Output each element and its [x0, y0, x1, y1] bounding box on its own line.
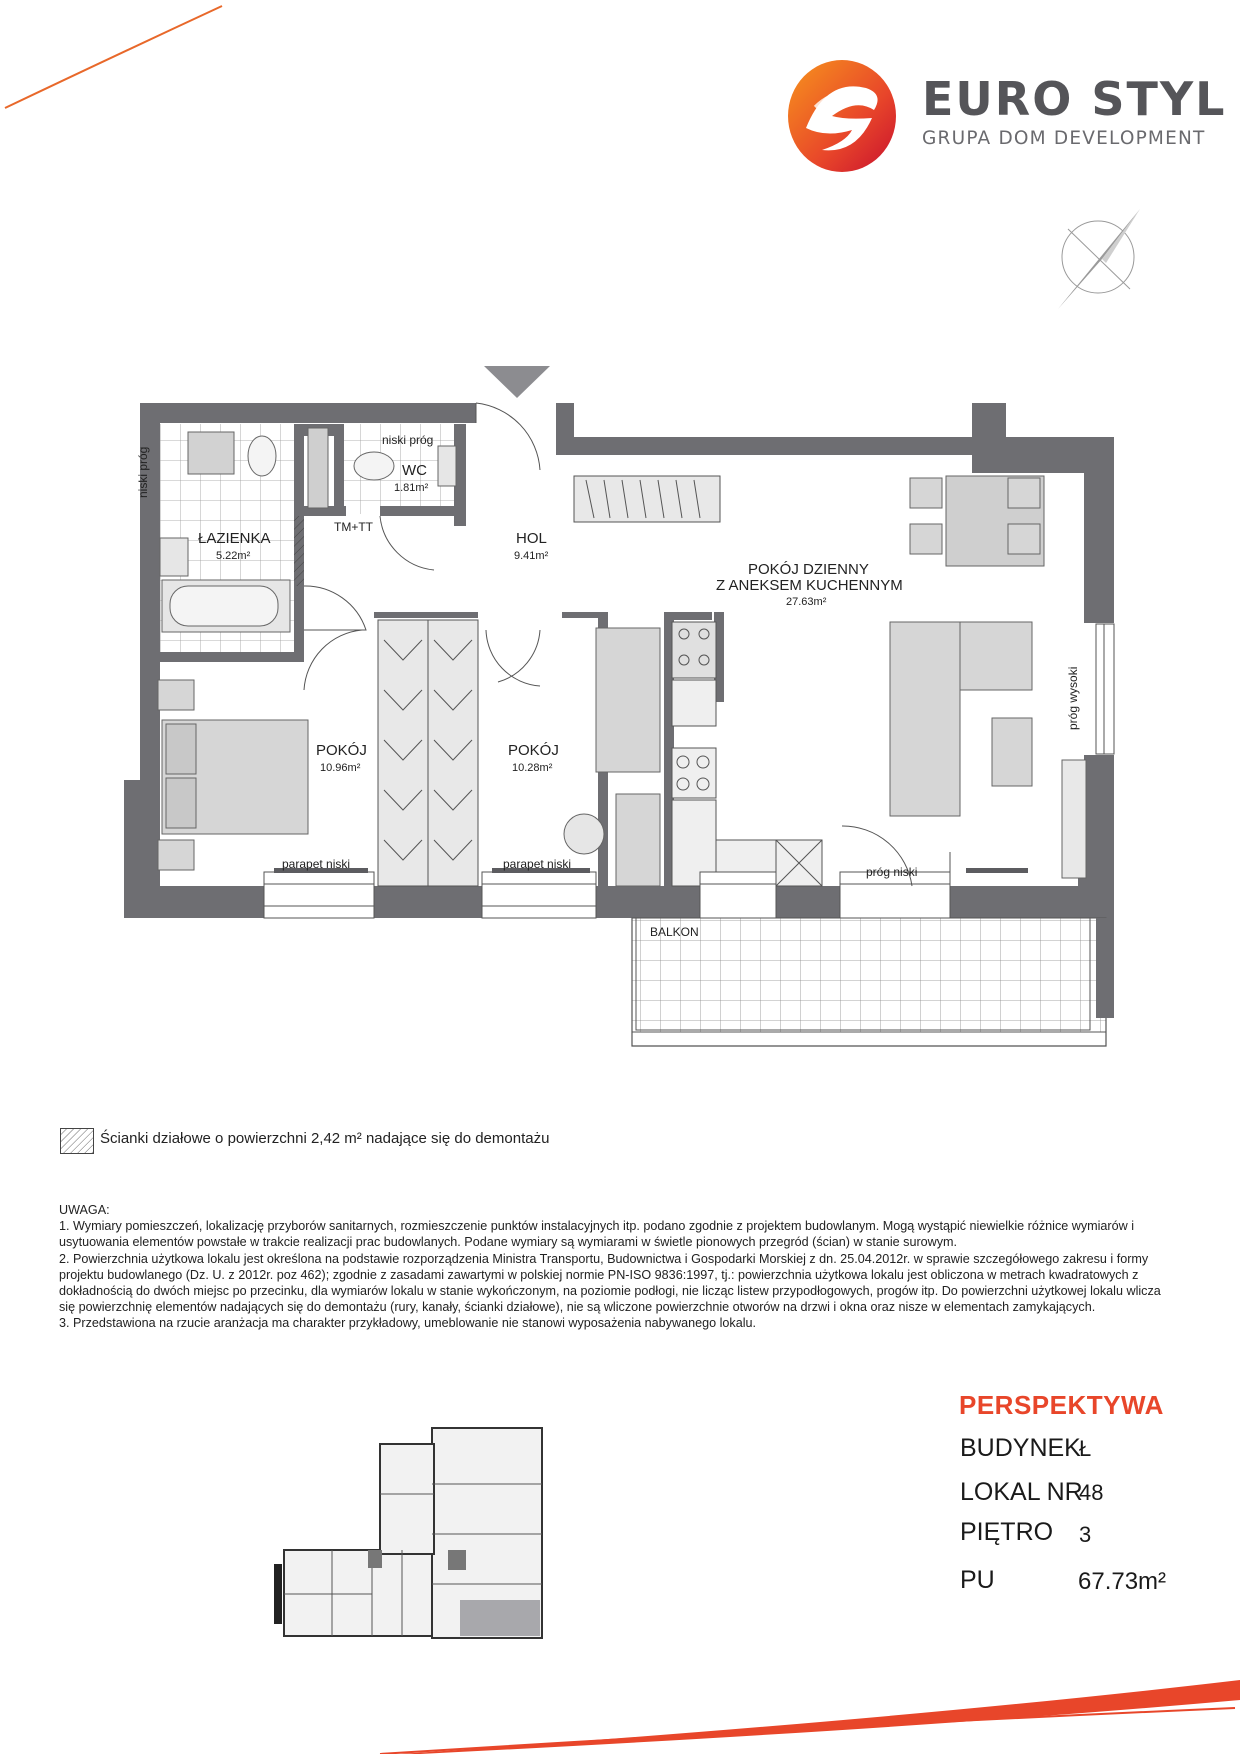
- label-tm-tt: TM+TT: [334, 520, 373, 534]
- room-2-area: 10.28m²: [512, 762, 553, 774]
- area-label: PU: [960, 1566, 995, 1594]
- room-bathroom-area: 5.22m²: [216, 550, 251, 562]
- room-living-area: 27.63m²: [786, 596, 827, 608]
- hatch-legend-swatch: [60, 1128, 94, 1154]
- floor-plan: [100, 395, 1120, 1055]
- room-hol-area: 9.41m²: [514, 550, 549, 562]
- room-living-name-1: POKÓJ DZIENNY: [748, 561, 869, 578]
- unit-value: 48: [1079, 1480, 1104, 1505]
- euro-styl-swirl-icon: [786, 58, 898, 174]
- label-niski-prog-wc: niski próg: [382, 433, 434, 447]
- label-prog-niski: próg niski: [866, 865, 918, 879]
- note-item: 1. Wymiary pomieszczeń, lokalizację przyborów sanitarnych, rozmieszczenie punktów instalacyjnych itp. podano zgodnie z projektem budowlanym. Mogą wystąpić niewielkie różnice wymiarów i usytuowania elementów powstałe w trakcie realizacji prac budowlanych. Podane wymiary są wymiarami w świetle pionowych przegród (ścian) w stanie surowym.: [59, 1219, 1135, 1250]
- north-arrow-icon: [1050, 205, 1150, 315]
- label-prog-wysoki: próg wysoki: [1066, 666, 1080, 730]
- top-swoosh-decoration: [0, 0, 240, 120]
- bottom-swoosh-decoration: [0, 1660, 1240, 1754]
- room-2-name: POKÓJ: [508, 742, 559, 759]
- notes-heading: UWAGA:: [59, 1203, 110, 1217]
- balcony: [632, 918, 1106, 1032]
- note-item: 2. Powierzchnia użytkowa lokalu jest określona na podstawie rozporządzenia Ministra Transportu, Budownictwa i Gospodarki Morskiej z dn. 25.04.2012r. w sprawie szczegółowego zakresu i formy projektu budowlanego (Dz. U. z 2012r. poz 462); zgodnie z zasadami zawartymi w polskiej normie PN-ISO 9836:1997, tj.: powierzchnia użytkowa lokalu jest obliczona w metrach kwadratowych z dokładnością do dwóch miejsc po przecinku, dla wymiarów lokalu w stanie wykończonym, na poziomie podłogi, nie licząc listew przypodłogowych, progów itp. Do powierzchni użytkowej lokalu wlicza się powierzchnię elementów nadających się do demontażu (rury, kanały, ścianki działowe), nie są wliczone powierzchnie otworów na drzwi i okna oraz nisze w elementach zamykających.: [59, 1251, 1161, 1315]
- room-wc-name: WC: [402, 462, 427, 479]
- room-hol-name: HOL: [516, 530, 547, 547]
- project-name: PERSPEKTYWA: [959, 1390, 1164, 1420]
- label-parapet-left: parapet niski: [282, 857, 351, 871]
- floor-label: PIĘTRO: [960, 1518, 1054, 1546]
- label-balkon: BALKON: [650, 925, 699, 939]
- legend-text: Ścianki działowe o powierzchni 2,42 m² nadające się do demontażu: [100, 1130, 550, 1147]
- room-bathroom-name: ŁAZIENKA: [198, 530, 271, 547]
- building-value: Ł: [1079, 1436, 1092, 1461]
- unit-label: LOKAL NR: [960, 1478, 1083, 1506]
- label-niski-prog-vertical: niski próg: [136, 446, 150, 498]
- notes-block: [59, 1202, 1169, 1332]
- area-value: 67.73m²: [1078, 1568, 1167, 1595]
- removable-partition: [294, 516, 304, 586]
- note-item: 3. Przedstawiona na rzucie aranżacja ma charakter przykładowy, umeblowanie nie stanowi wyposażenia nabywanego lokalu.: [59, 1316, 756, 1331]
- room-1-name: POKÓJ: [316, 742, 367, 759]
- brand-subtitle: GRUPA DOM DEVELOPMENT: [922, 128, 1206, 149]
- building-label: BUDYNEK: [960, 1434, 1081, 1462]
- room-1-area: 10.96m²: [320, 762, 361, 774]
- kitchen: [672, 622, 822, 886]
- room-living-name-2: Z ANEKSEM KUCHENNYM: [716, 577, 903, 594]
- label-parapet-mid: parapet niski: [503, 857, 572, 871]
- building-keyplan-icon: [272, 1424, 544, 1650]
- floor-value: 3: [1079, 1522, 1092, 1547]
- room-wc-area: 1.81m²: [394, 482, 429, 494]
- brand-name: EURO STYL: [922, 72, 1227, 126]
